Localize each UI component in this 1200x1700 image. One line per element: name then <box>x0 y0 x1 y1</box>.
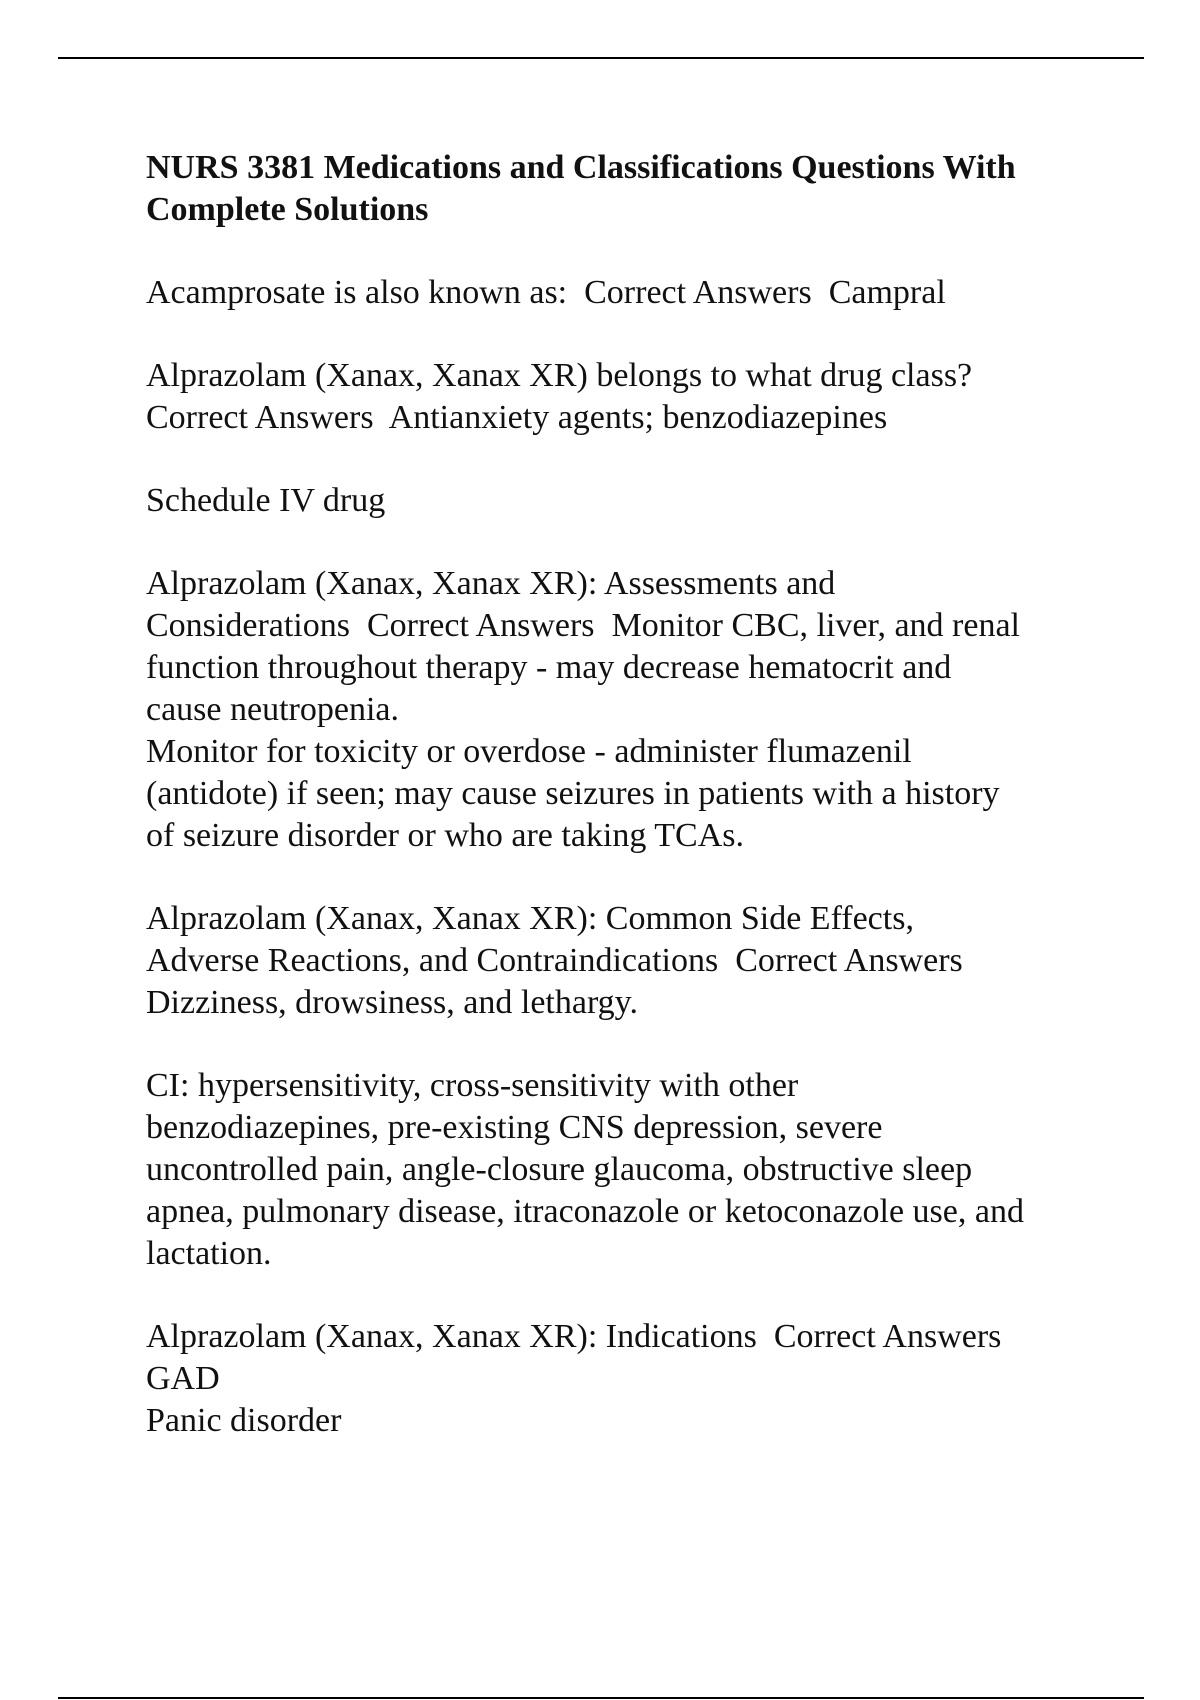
paragraph-contraindications <box>146 1065 1096 1275</box>
qa-block-alprazolam-assessments <box>146 563 1096 857</box>
text-line: CI: hypersensitivity, cross-sensitivity with other <box>146 1067 799 1104</box>
text-line: Considerations Correct Answers Monitor CBC, liver, and renal <box>146 607 1021 644</box>
footer-rule <box>58 1697 1144 1699</box>
text-line: of seizure disorder or who are taking TCAs. <box>146 817 744 854</box>
text-line: (antidote) if seen; may cause seizures in patients with a history <box>146 775 1000 812</box>
text-line: GAD <box>146 1360 220 1397</box>
text-line: uncontrolled pain, angle-closure glaucoma, obstructive sleep <box>146 1151 973 1188</box>
qa-block-acamprosate <box>146 272 1096 314</box>
text-line: Monitor for toxicity or overdose - administer flumazenil <box>146 733 912 770</box>
text-line: function throughout therapy - may decrease hematocrit and <box>146 649 952 686</box>
text-line: lactation. <box>146 1235 272 1272</box>
text-line: apnea, pulmonary disease, itraconazole or ketoconazole use, and <box>146 1193 1024 1230</box>
text-line: Dizziness, drowsiness, and lethargy. <box>146 984 638 1021</box>
text-line: benzodiazepines, pre-existing CNS depression, severe <box>146 1109 883 1146</box>
document-title: NURS 3381 Medications and Classifications Questions With Complete Solutions <box>146 149 1016 228</box>
text-line: Alprazolam (Xanax, Xanax XR): Indications Correct Answers <box>146 1318 1002 1355</box>
qa-block-alprazolam-indications <box>146 1316 1096 1442</box>
qa-block-alprazolam-side-effects <box>146 898 1096 1024</box>
paragraph-schedule <box>146 480 1096 522</box>
text-line: Alprazolam (Xanax, Xanax XR): Assessments and <box>146 565 836 602</box>
text-line: Alprazolam (Xanax, Xanax XR): Common Side Effects, <box>146 900 914 937</box>
header-rule <box>58 57 1144 59</box>
text-line: Alprazolam (Xanax, Xanax XR) belongs to what drug class? <box>146 357 973 394</box>
text-line: cause neutropenia. <box>146 691 399 728</box>
text-line: Adverse Reactions, and Contraindications Correct Answers <box>146 942 963 979</box>
text-line: Correct Answers Antianxiety agents; benzodiazepines <box>146 399 888 436</box>
text-line: Schedule IV drug <box>146 482 386 519</box>
document-body <box>146 147 1096 1442</box>
text-line: Panic disorder <box>146 1402 342 1439</box>
qa-block-alprazolam-class <box>146 355 1096 439</box>
text-line: Acamprosate is also known as: Correct Answers Campral <box>146 274 946 311</box>
